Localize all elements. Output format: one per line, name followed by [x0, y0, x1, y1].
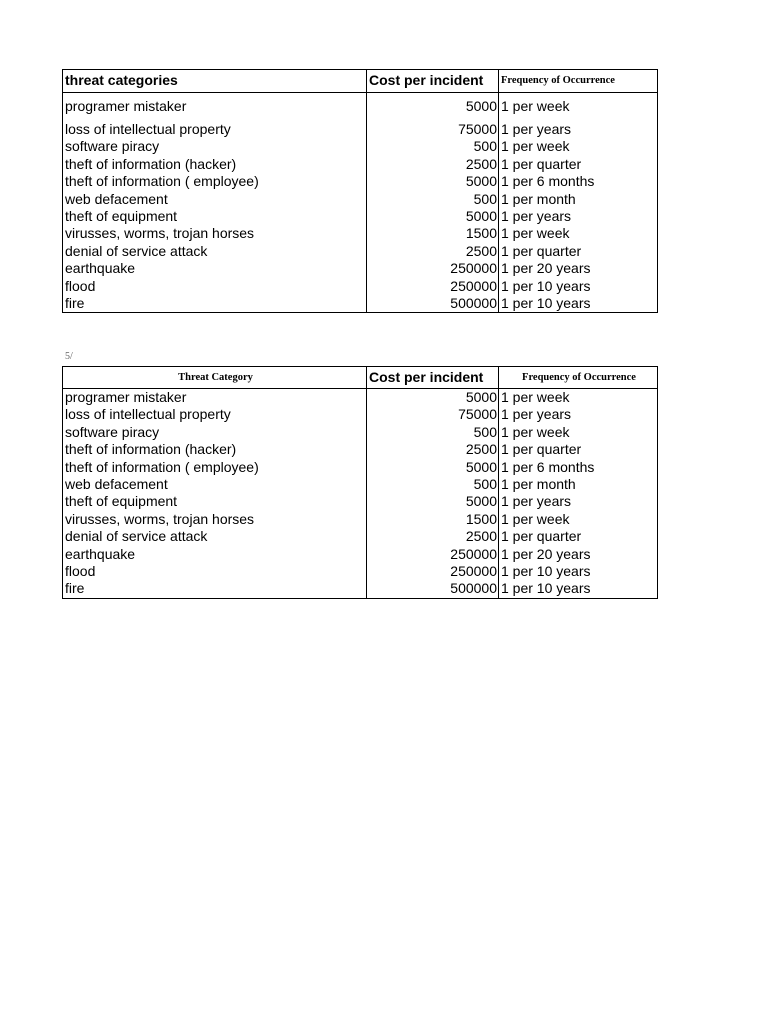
- cost-cell: 2500: [367, 528, 499, 545]
- header-threat-category: Threat Category: [63, 367, 367, 389]
- table-row: [63, 138, 658, 155]
- table-row: [63, 424, 658, 441]
- frequency-cell: 1 per 6 months: [499, 173, 658, 190]
- threat-cost-table-2: [62, 366, 658, 599]
- table-row: [63, 563, 658, 580]
- threat-category-cell: fire: [63, 295, 367, 313]
- table-row: [63, 208, 658, 225]
- threat-category-cell: programer mistaker: [63, 389, 367, 407]
- frequency-cell: 1 per 10 years: [499, 278, 658, 295]
- cost-cell: 1500: [367, 225, 499, 242]
- frequency-cell: 1 per years: [499, 493, 658, 510]
- threat-category-cell: flood: [63, 278, 367, 295]
- table-row: [63, 121, 658, 138]
- table-row: [63, 476, 658, 493]
- cost-cell: 2500: [367, 243, 499, 260]
- cost-cell: 5000: [367, 389, 499, 407]
- frequency-cell: 1 per 6 months: [499, 459, 658, 476]
- threat-category-cell: loss of intellectual property: [63, 406, 367, 423]
- threat-category-cell: flood: [63, 563, 367, 580]
- threat-category-cell: software piracy: [63, 424, 367, 441]
- table-row: [63, 260, 658, 277]
- frequency-cell: 1 per month: [499, 191, 658, 208]
- threat-category-cell: virusses, worms, trojan horses: [63, 225, 367, 242]
- cost-cell: 2500: [367, 156, 499, 173]
- header-frequency: Frequency of Occurrence: [499, 367, 658, 389]
- frequency-cell: 1 per week: [499, 93, 658, 122]
- threat-category-cell: theft of information (hacker): [63, 156, 367, 173]
- table-row: [63, 459, 658, 476]
- frequency-cell: 1 per 20 years: [499, 260, 658, 277]
- cost-cell: 500: [367, 191, 499, 208]
- cost-cell: 1500: [367, 511, 499, 528]
- table-body: [63, 389, 658, 599]
- threat-category-cell: earthquake: [63, 546, 367, 563]
- cost-cell: 500: [367, 138, 499, 155]
- header-cost-per-incident: Cost per incident: [367, 70, 499, 93]
- threat-category-cell: web defacement: [63, 476, 367, 493]
- frequency-cell: 1 per quarter: [499, 441, 658, 458]
- frequency-cell: 1 per 10 years: [499, 563, 658, 580]
- cost-cell: 5000: [367, 173, 499, 190]
- page-mark: 5/: [65, 351, 73, 362]
- frequency-cell: 1 per week: [499, 138, 658, 155]
- cost-cell: 250000: [367, 278, 499, 295]
- threat-category-cell: theft of equipment: [63, 208, 367, 225]
- table-row: [63, 243, 658, 260]
- threat-category-cell: software piracy: [63, 138, 367, 155]
- threat-category-cell: denial of service attack: [63, 528, 367, 545]
- frequency-cell: 1 per week: [499, 511, 658, 528]
- threat-category-cell: earthquake: [63, 260, 367, 277]
- cost-cell: 5000: [367, 459, 499, 476]
- frequency-cell: 1 per week: [499, 389, 658, 407]
- threat-category-cell: web defacement: [63, 191, 367, 208]
- table-row: [63, 295, 658, 313]
- table-row: [63, 173, 658, 190]
- threat-category-cell: theft of information ( employee): [63, 173, 367, 190]
- frequency-cell: 1 per quarter: [499, 528, 658, 545]
- frequency-cell: 1 per 10 years: [499, 295, 658, 313]
- cost-cell: 75000: [367, 121, 499, 138]
- table-row: [63, 546, 658, 563]
- frequency-cell: 1 per week: [499, 424, 658, 441]
- cost-cell: 75000: [367, 406, 499, 423]
- cost-cell: 5000: [367, 493, 499, 510]
- threat-category-cell: fire: [63, 580, 367, 598]
- table-row: [63, 441, 658, 458]
- table-row: [63, 511, 658, 528]
- frequency-cell: 1 per week: [499, 225, 658, 242]
- table-row: [63, 225, 658, 242]
- table-row: [63, 278, 658, 295]
- table-row: [63, 191, 658, 208]
- cost-cell: 500000: [367, 295, 499, 313]
- threat-category-cell: loss of intellectual property: [63, 121, 367, 138]
- threat-category-cell: denial of service attack: [63, 243, 367, 260]
- table-body: [63, 93, 658, 313]
- table-row: [63, 93, 658, 122]
- cost-cell: 500: [367, 424, 499, 441]
- frequency-cell: 1 per quarter: [499, 156, 658, 173]
- table-row: [63, 389, 658, 407]
- cost-cell: 250000: [367, 260, 499, 277]
- threat-category-cell: theft of information (hacker): [63, 441, 367, 458]
- frequency-cell: 1 per years: [499, 208, 658, 225]
- threat-category-cell: virusses, worms, trojan horses: [63, 511, 367, 528]
- cost-cell: 5000: [367, 208, 499, 225]
- frequency-cell: 1 per month: [499, 476, 658, 493]
- cost-cell: 500000: [367, 580, 499, 598]
- threat-cost-table-1: [62, 69, 658, 313]
- header-frequency: Frequency of Occurrence: [499, 70, 658, 93]
- frequency-cell: 1 per years: [499, 121, 658, 138]
- cost-cell: 250000: [367, 563, 499, 580]
- threat-category-cell: programer mistaker: [63, 93, 367, 122]
- table-row: [63, 406, 658, 423]
- table-header-row: [63, 367, 658, 389]
- header-threat-categories: threat categories: [63, 70, 367, 93]
- cost-cell: 5000: [367, 93, 499, 122]
- table-row: [63, 580, 658, 598]
- table-header-row: [63, 70, 658, 93]
- frequency-cell: 1 per years: [499, 406, 658, 423]
- cost-cell: 2500: [367, 441, 499, 458]
- frequency-cell: 1 per quarter: [499, 243, 658, 260]
- frequency-cell: 1 per 20 years: [499, 546, 658, 563]
- frequency-cell: 1 per 10 years: [499, 580, 658, 598]
- threat-category-cell: theft of equipment: [63, 493, 367, 510]
- cost-cell: 500: [367, 476, 499, 493]
- cost-cell: 250000: [367, 546, 499, 563]
- header-cost-per-incident: Cost per incident: [367, 367, 499, 389]
- threat-category-cell: theft of information ( employee): [63, 459, 367, 476]
- table-row: [63, 528, 658, 545]
- table-row: [63, 156, 658, 173]
- table-row: [63, 493, 658, 510]
